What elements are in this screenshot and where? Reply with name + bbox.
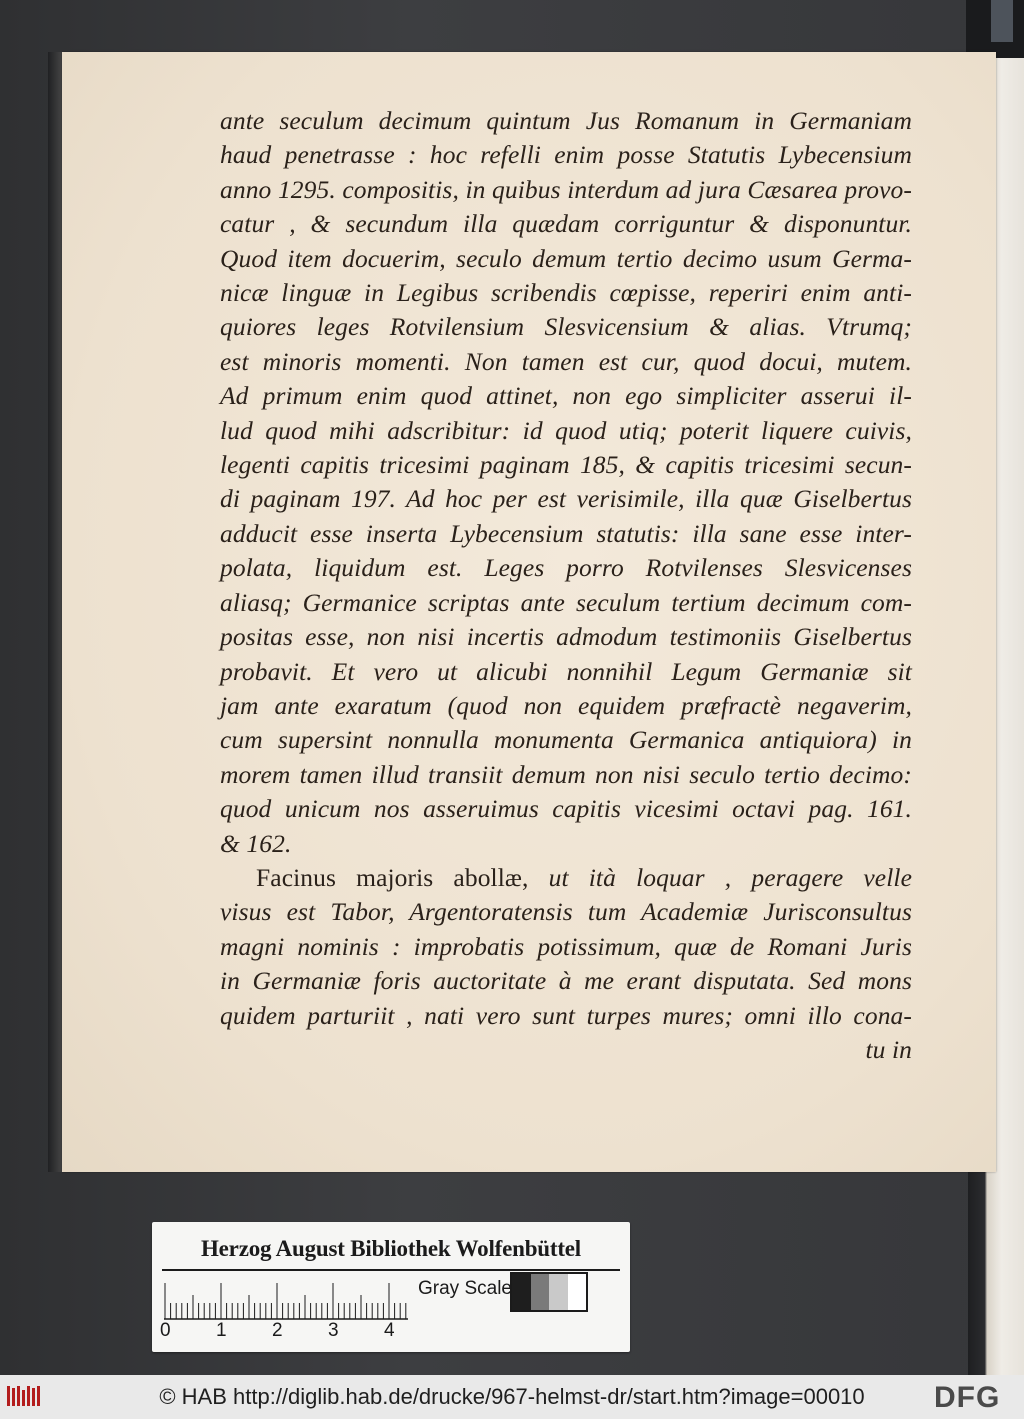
ruler-number: 4 [384,1320,395,1341]
text-line: probavit. Et vero ut alicubi nonnihil Legum Germaniæ sit [220,656,912,686]
text-line: jam ante exaratum (quod non equidem præfractè negaverim, [220,690,912,720]
text-line: Ad primum enim quod attinet, non ego simpliciter asserui il- [220,381,912,411]
text-line: positas esse, non nisi incertis admodum testimoniis Giselbertus [220,622,912,652]
text-line: quidem parturiit , nati vero sunt turpes mures; omni illo cona- [220,1000,912,1030]
text-line: legenti capitis tricesimi paginam 185, & capitis tricesimi secun- [220,450,912,480]
dfg-logo[interactable] [934,1381,1000,1415]
text-line: lud quod mihi adscribitur: id quod utiq; poterit liquere cuivis, [220,415,912,445]
paragraph-opening-phrase: Facinus majoris abollæ, [256,862,529,892]
text-line: di paginam 197. Ad hoc per est verisimile, illa quæ Giselbertus [220,484,912,514]
text-line: in Germaniæ foris auctoritate à me erant disputata. Sed mons [220,966,912,996]
ruler-number: 1 [216,1320,227,1341]
footer-caption [0,1384,1024,1410]
text-line: anno 1295. compositis, in quibus interdum ad jura Cæsarea provo- [220,174,912,204]
paragraph-opening-line [220,861,912,895]
label-divider [162,1269,620,1271]
text-line: & 162. [220,828,292,858]
library-name: Herzog August Bibliothek Wolfenbüttel [200,1236,582,1261]
text-line: magni nominis : improbatis potissimum, quæ de Romani Juris [220,931,912,961]
dfg-logo-link[interactable]: DFG [934,1381,1001,1414]
ruler-numbers [152,1320,412,1342]
permalink-url[interactable]: http://diglib.hab.de/drucke/967-helmst-dr/start.htm?image=00010 [233,1384,865,1409]
text-line: est minoris momenti. Non tamen est cur, quod docui, mutem. [220,346,912,376]
gray-swatch [531,1274,550,1310]
text-line: morem tamen illud transiit demum non nisi seculo tertio decimo: [220,759,912,789]
gray-scale-label: Gray Scale [418,1278,512,1299]
text-line: cum supersint nonnulla monumenta Germanica antiquiora) in [220,725,912,755]
ruler-scale [164,1282,408,1320]
text-line: quod unicum nos asseruimus capitis vicesimi octavi pag. 161. [220,794,912,824]
gray-swatch [568,1274,587,1310]
gray-swatch [549,1274,568,1310]
paragraph-opening-rest: ut ità loquar , peragere velle [528,862,912,892]
book-cover-strip [991,0,1013,42]
text-line: polata, liquidum est. Leges porro Rotvilenses Slesvicenses [220,553,912,583]
text-line: aliasq; Germanice scriptas ante seculum tertium decimum com- [220,587,912,617]
catchword: tu in [865,1034,912,1064]
gray-scale-swatches [510,1272,588,1312]
text-line: adducit esse inserta Lybecensium statutis: illa sane esse inter- [220,518,912,548]
page-text [220,104,912,1067]
gray-swatch [512,1274,531,1310]
library-color-chart-label [152,1222,630,1352]
text-line: ante seculum decimum quintum Jus Romanum in Germaniam [220,106,912,135]
ruler-number: 2 [272,1320,283,1341]
text-line: visus est Tabor, Argentoratensis tum Academiæ Jurisconsultus [220,897,912,927]
viewer-footer [0,1375,1024,1419]
text-line: nicæ linguæ in Legibus scribendis cœpisse, reperiri enim anti- [220,278,912,308]
copyright-text: © HAB [159,1384,227,1409]
text-line: Quod item docuerim, seculo demum tertio decimo usum Germa- [220,243,912,273]
ruler-number: 3 [328,1320,339,1341]
text-line: haud penetrasse : hoc refelli enim posse Statutis Lybecensium [220,140,912,170]
text-line: quiores leges Rotvilensium Slesvicensium & alias. Vtrumq; [220,312,912,342]
ruler-number: 0 [160,1320,171,1341]
text-line: catur , & secundum illa quædam corriguntur & disponuntur. [220,209,912,239]
